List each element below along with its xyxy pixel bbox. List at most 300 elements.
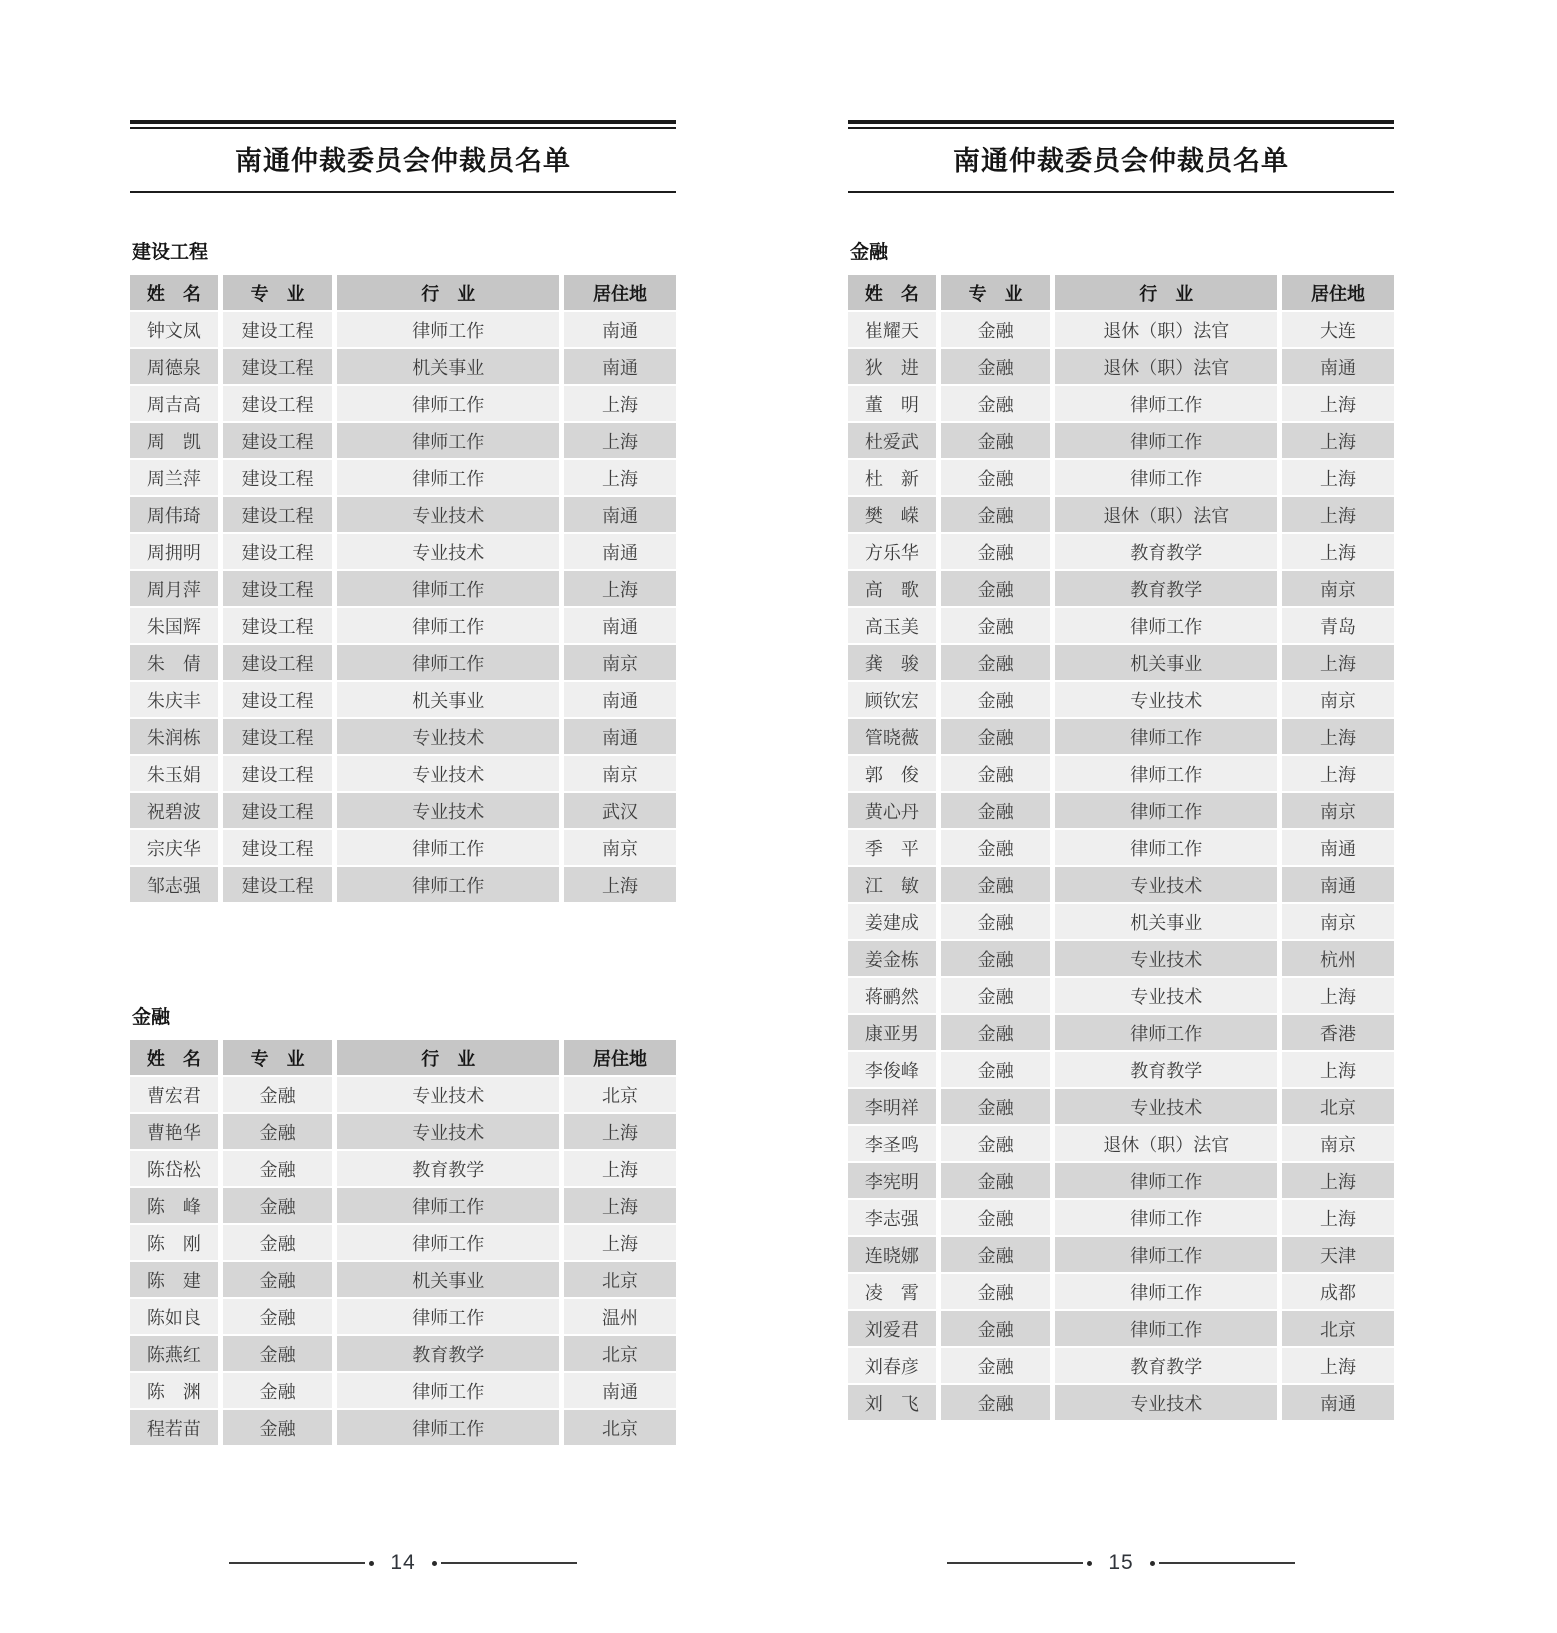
table-cell: 金融 bbox=[223, 1151, 338, 1188]
table-cell: 南通 bbox=[564, 534, 676, 571]
table-cell: 专业技术 bbox=[1055, 682, 1282, 719]
table-cell: 周 凯 bbox=[130, 423, 223, 460]
table-cell: 上海 bbox=[564, 571, 676, 608]
table-cell: 建设工程 bbox=[223, 867, 338, 904]
table-cell: 律师工作 bbox=[1055, 423, 1282, 460]
table-cell: 刘 飞 bbox=[848, 1385, 941, 1422]
table-cell: 周兰萍 bbox=[130, 460, 223, 497]
table-cell: 金融 bbox=[941, 645, 1056, 682]
table-cell: 上海 bbox=[1282, 1052, 1394, 1089]
table-cell: 上海 bbox=[564, 867, 676, 904]
table-cell: 退休（职）法官 bbox=[1055, 312, 1282, 349]
table-cell: 专业技术 bbox=[1055, 978, 1282, 1015]
table-cell: 崔耀天 bbox=[848, 312, 941, 349]
table-row bbox=[848, 1311, 1394, 1348]
table-cell: 杜 新 bbox=[848, 460, 941, 497]
table-row bbox=[130, 534, 676, 571]
table-row bbox=[130, 349, 676, 386]
table-cell: 律师工作 bbox=[1055, 1237, 1282, 1274]
table-row bbox=[848, 978, 1394, 1015]
footer-dot-right bbox=[432, 1561, 437, 1566]
table-row bbox=[848, 1015, 1394, 1052]
col-header-specialty: 专 业 bbox=[223, 1040, 338, 1077]
table-row bbox=[848, 571, 1394, 608]
table-row bbox=[848, 719, 1394, 756]
table-cell: 姜建成 bbox=[848, 904, 941, 941]
table-row bbox=[130, 756, 676, 793]
table-cell: 律师工作 bbox=[337, 571, 564, 608]
table-cell: 上海 bbox=[564, 1225, 676, 1262]
table-cell: 金融 bbox=[941, 756, 1056, 793]
table-body bbox=[130, 1077, 676, 1447]
table-cell: 专业技术 bbox=[337, 756, 564, 793]
table-cell: 上海 bbox=[1282, 534, 1394, 571]
table-cell: 上海 bbox=[1282, 497, 1394, 534]
table-cell: 朱 倩 bbox=[130, 645, 223, 682]
header-underline bbox=[130, 191, 676, 193]
table-header-row bbox=[130, 275, 676, 312]
table-cell: 南京 bbox=[1282, 904, 1394, 941]
table-row bbox=[848, 1052, 1394, 1089]
table-cell: 建设工程 bbox=[223, 349, 338, 386]
table-cell: 金融 bbox=[941, 349, 1056, 386]
table-cell: 朱玉娟 bbox=[130, 756, 223, 793]
section-heading-construction: 建设工程 bbox=[132, 242, 209, 263]
table-cell: 机关事业 bbox=[1055, 904, 1282, 941]
table-cell: 建设工程 bbox=[223, 719, 338, 756]
table-row bbox=[130, 423, 676, 460]
table-cell: 金融 bbox=[223, 1336, 338, 1373]
table-cell: 律师工作 bbox=[337, 312, 564, 349]
table-cell: 上海 bbox=[1282, 1348, 1394, 1385]
table-cell: 教育教学 bbox=[1055, 1052, 1282, 1089]
table-cell: 建设工程 bbox=[223, 830, 338, 867]
table-cell: 上海 bbox=[564, 460, 676, 497]
table-cell: 金融 bbox=[941, 497, 1056, 534]
table-row bbox=[848, 904, 1394, 941]
table-cell: 退休（职）法官 bbox=[1055, 497, 1282, 534]
table-cell: 金融 bbox=[941, 1311, 1056, 1348]
table-cell: 周吉高 bbox=[130, 386, 223, 423]
table-cell: 金融 bbox=[941, 1089, 1056, 1126]
col-header-industry: 行 业 bbox=[337, 275, 564, 312]
table-cell: 教育教学 bbox=[337, 1151, 564, 1188]
table-cell: 金融 bbox=[941, 682, 1056, 719]
table-cell: 周德泉 bbox=[130, 349, 223, 386]
table-row bbox=[130, 1336, 676, 1373]
arbitrator-table-construction bbox=[130, 275, 676, 904]
table-cell: 南通 bbox=[1282, 1385, 1394, 1422]
page-number: 15 bbox=[1108, 1551, 1134, 1574]
table-cell: 律师工作 bbox=[1055, 608, 1282, 645]
table-cell: 金融 bbox=[941, 1015, 1056, 1052]
table-cell: 专业技术 bbox=[337, 534, 564, 571]
table-cell: 凌 霄 bbox=[848, 1274, 941, 1311]
table-row bbox=[130, 1299, 676, 1336]
section-finance-right bbox=[848, 242, 1394, 1422]
table-cell: 律师工作 bbox=[337, 1373, 564, 1410]
table-cell: 程若苗 bbox=[130, 1410, 223, 1447]
table-cell: 律师工作 bbox=[1055, 830, 1282, 867]
table-row bbox=[130, 1410, 676, 1447]
table-cell: 退休（职）法官 bbox=[1055, 349, 1282, 386]
table-cell: 上海 bbox=[564, 1151, 676, 1188]
table-cell: 金融 bbox=[941, 571, 1056, 608]
table-cell: 金融 bbox=[941, 1237, 1056, 1274]
table-cell: 北京 bbox=[564, 1077, 676, 1114]
table-row bbox=[130, 1188, 676, 1225]
table-row bbox=[130, 682, 676, 719]
col-header-industry: 行 业 bbox=[1055, 275, 1282, 312]
table-cell: 南通 bbox=[1282, 867, 1394, 904]
table-cell: 律师工作 bbox=[1055, 719, 1282, 756]
table-cell: 律师工作 bbox=[337, 423, 564, 460]
table-cell: 律师工作 bbox=[337, 460, 564, 497]
table-row bbox=[130, 1225, 676, 1262]
table-cell: 南通 bbox=[564, 312, 676, 349]
table-cell: 南京 bbox=[564, 756, 676, 793]
table-cell: 北京 bbox=[564, 1336, 676, 1373]
table-cell: 律师工作 bbox=[337, 1225, 564, 1262]
table-cell: 杭州 bbox=[1282, 941, 1394, 978]
table-cell: 上海 bbox=[1282, 645, 1394, 682]
table-cell: 北京 bbox=[1282, 1089, 1394, 1126]
table-cell: 机关事业 bbox=[1055, 645, 1282, 682]
table-row bbox=[130, 571, 676, 608]
table-cell: 教育教学 bbox=[1055, 571, 1282, 608]
table-cell: 律师工作 bbox=[1055, 1200, 1282, 1237]
table-cell: 律师工作 bbox=[337, 1188, 564, 1225]
table-cell: 金融 bbox=[941, 312, 1056, 349]
table-cell: 律师工作 bbox=[337, 608, 564, 645]
table-cell: 宗庆华 bbox=[130, 830, 223, 867]
table-cell: 南京 bbox=[1282, 793, 1394, 830]
table-row bbox=[130, 460, 676, 497]
table-cell: 专业技术 bbox=[1055, 867, 1282, 904]
table-cell: 机关事业 bbox=[337, 682, 564, 719]
table-cell: 上海 bbox=[1282, 719, 1394, 756]
table-cell: 金融 bbox=[941, 1274, 1056, 1311]
table-cell: 祝碧波 bbox=[130, 793, 223, 830]
table-cell: 李志强 bbox=[848, 1200, 941, 1237]
table-cell: 教育教学 bbox=[1055, 1348, 1282, 1385]
table-cell: 退休（职）法官 bbox=[1055, 1126, 1282, 1163]
table-cell: 建设工程 bbox=[223, 682, 338, 719]
table-row bbox=[848, 867, 1394, 904]
table-cell: 南通 bbox=[564, 608, 676, 645]
table-cell: 南通 bbox=[1282, 830, 1394, 867]
col-header-specialty: 专 业 bbox=[223, 275, 338, 312]
table-cell: 金融 bbox=[941, 1163, 1056, 1200]
table-cell: 天津 bbox=[1282, 1237, 1394, 1274]
arbitrator-table-finance-left bbox=[130, 1040, 676, 1447]
table-row bbox=[130, 719, 676, 756]
table-cell: 高玉美 bbox=[848, 608, 941, 645]
table-cell: 律师工作 bbox=[337, 1299, 564, 1336]
header-underline bbox=[848, 191, 1394, 193]
table-cell: 朱国辉 bbox=[130, 608, 223, 645]
table-row bbox=[130, 793, 676, 830]
table-cell: 上海 bbox=[564, 423, 676, 460]
table-cell: 李俊峰 bbox=[848, 1052, 941, 1089]
table-cell: 教育教学 bbox=[1055, 534, 1282, 571]
table-row bbox=[848, 386, 1394, 423]
table-row bbox=[848, 1126, 1394, 1163]
table-cell: 董 明 bbox=[848, 386, 941, 423]
table-cell: 上海 bbox=[1282, 1163, 1394, 1200]
table-cell: 上海 bbox=[1282, 386, 1394, 423]
header-double-rule bbox=[848, 120, 1394, 129]
table-cell: 上海 bbox=[564, 1188, 676, 1225]
table-cell: 金融 bbox=[941, 978, 1056, 1015]
table-cell: 南通 bbox=[564, 682, 676, 719]
table-cell: 南通 bbox=[564, 1373, 676, 1410]
table-cell: 金融 bbox=[941, 1385, 1056, 1422]
table-cell: 陈 渊 bbox=[130, 1373, 223, 1410]
table-cell: 专业技术 bbox=[337, 1114, 564, 1151]
table-cell: 陈 建 bbox=[130, 1262, 223, 1299]
table-cell: 建设工程 bbox=[223, 497, 338, 534]
table-cell: 南京 bbox=[564, 830, 676, 867]
table-cell: 朱庆丰 bbox=[130, 682, 223, 719]
table-cell: 建设工程 bbox=[223, 608, 338, 645]
table-cell: 金融 bbox=[941, 793, 1056, 830]
table-cell: 律师工作 bbox=[1055, 1163, 1282, 1200]
table-row bbox=[130, 830, 676, 867]
table-cell: 金融 bbox=[941, 830, 1056, 867]
table-cell: 方乐华 bbox=[848, 534, 941, 571]
table-row bbox=[848, 1274, 1394, 1311]
table-cell: 教育教学 bbox=[337, 1336, 564, 1373]
table-cell: 金融 bbox=[223, 1077, 338, 1114]
table-cell: 李圣鸣 bbox=[848, 1126, 941, 1163]
header-double-rule bbox=[130, 120, 676, 129]
table-cell: 上海 bbox=[1282, 460, 1394, 497]
table-cell: 南通 bbox=[564, 497, 676, 534]
table-cell: 金融 bbox=[941, 423, 1056, 460]
table-cell: 武汉 bbox=[564, 793, 676, 830]
table-cell: 金融 bbox=[223, 1373, 338, 1410]
table-row bbox=[130, 1262, 676, 1299]
table-cell: 金融 bbox=[223, 1262, 338, 1299]
table-row bbox=[848, 460, 1394, 497]
table-cell: 上海 bbox=[1282, 978, 1394, 1015]
table-cell: 刘爱君 bbox=[848, 1311, 941, 1348]
table-row bbox=[130, 867, 676, 904]
table-row bbox=[130, 312, 676, 349]
table-cell: 曹艳华 bbox=[130, 1114, 223, 1151]
table-cell: 陈 刚 bbox=[130, 1225, 223, 1262]
table-cell: 律师工作 bbox=[1055, 1015, 1282, 1052]
table-cell: 金融 bbox=[223, 1225, 338, 1262]
table-row bbox=[848, 1385, 1394, 1422]
table-row bbox=[848, 1348, 1394, 1385]
table-cell: 成都 bbox=[1282, 1274, 1394, 1311]
table-cell: 上海 bbox=[564, 1114, 676, 1151]
table-cell: 律师工作 bbox=[1055, 756, 1282, 793]
arbitrator-table-finance-right bbox=[848, 275, 1394, 1422]
table-cell: 南京 bbox=[1282, 682, 1394, 719]
table-cell: 江 敏 bbox=[848, 867, 941, 904]
table-cell: 机关事业 bbox=[337, 1262, 564, 1299]
table-cell: 南通 bbox=[1282, 349, 1394, 386]
table-row bbox=[848, 312, 1394, 349]
table-cell: 龚 骏 bbox=[848, 645, 941, 682]
table-cell: 连晓娜 bbox=[848, 1237, 941, 1274]
table-cell: 律师工作 bbox=[1055, 1311, 1282, 1348]
table-row bbox=[848, 608, 1394, 645]
table-cell: 律师工作 bbox=[337, 386, 564, 423]
page-footer-15 bbox=[848, 1548, 1394, 1578]
table-cell: 北京 bbox=[1282, 1311, 1394, 1348]
col-header-name: 姓 名 bbox=[130, 275, 223, 312]
table-cell: 邹志强 bbox=[130, 867, 223, 904]
table-cell: 金融 bbox=[941, 1348, 1056, 1385]
col-header-residence: 居住地 bbox=[564, 275, 676, 312]
table-cell: 管晓薇 bbox=[848, 719, 941, 756]
table-cell: 建设工程 bbox=[223, 571, 338, 608]
table-cell: 律师工作 bbox=[1055, 386, 1282, 423]
table-row bbox=[848, 1237, 1394, 1274]
table-row bbox=[848, 1200, 1394, 1237]
table-cell: 朱润栋 bbox=[130, 719, 223, 756]
table-cell: 律师工作 bbox=[337, 830, 564, 867]
table-cell: 金融 bbox=[941, 1052, 1056, 1089]
table-cell: 周月萍 bbox=[130, 571, 223, 608]
table-cell: 金融 bbox=[941, 867, 1056, 904]
table-row bbox=[130, 1373, 676, 1410]
table-cell: 樊 嵘 bbox=[848, 497, 941, 534]
table-cell: 康亚男 bbox=[848, 1015, 941, 1052]
table-cell: 上海 bbox=[1282, 756, 1394, 793]
col-header-residence: 居住地 bbox=[1282, 275, 1394, 312]
table-body bbox=[130, 312, 676, 904]
table-cell: 专业技术 bbox=[1055, 941, 1282, 978]
table-row bbox=[848, 1089, 1394, 1126]
col-header-residence: 居住地 bbox=[564, 1040, 676, 1077]
table-cell: 北京 bbox=[564, 1410, 676, 1447]
page-14 bbox=[130, 120, 676, 1447]
table-cell: 金融 bbox=[941, 1200, 1056, 1237]
table-cell: 周伟琦 bbox=[130, 497, 223, 534]
table-cell: 专业技术 bbox=[337, 793, 564, 830]
table-cell: 建设工程 bbox=[223, 312, 338, 349]
table-cell: 南通 bbox=[564, 719, 676, 756]
table-cell: 律师工作 bbox=[337, 867, 564, 904]
table-cell: 刘春彦 bbox=[848, 1348, 941, 1385]
table-cell: 律师工作 bbox=[337, 645, 564, 682]
table-cell: 机关事业 bbox=[337, 349, 564, 386]
section-heading-finance: 金融 bbox=[132, 1007, 171, 1028]
table-row bbox=[848, 1163, 1394, 1200]
table-cell: 金融 bbox=[223, 1114, 338, 1151]
table-cell: 钟文凤 bbox=[130, 312, 223, 349]
table-cell: 金融 bbox=[941, 608, 1056, 645]
table-row bbox=[848, 941, 1394, 978]
table-body bbox=[848, 312, 1394, 1422]
table-row bbox=[848, 534, 1394, 571]
table-cell: 金融 bbox=[941, 534, 1056, 571]
table-header-row bbox=[130, 1040, 676, 1077]
table-cell: 南京 bbox=[1282, 571, 1394, 608]
table-cell: 香港 bbox=[1282, 1015, 1394, 1052]
table-cell: 上海 bbox=[1282, 1200, 1394, 1237]
table-cell: 陈 峰 bbox=[130, 1188, 223, 1225]
table-cell: 李明祥 bbox=[848, 1089, 941, 1126]
table-cell: 杜爱武 bbox=[848, 423, 941, 460]
footer-dot-right bbox=[1150, 1561, 1155, 1566]
table-cell: 陈如良 bbox=[130, 1299, 223, 1336]
col-header-name: 姓 名 bbox=[130, 1040, 223, 1077]
table-cell: 曹宏君 bbox=[130, 1077, 223, 1114]
table-cell: 建设工程 bbox=[223, 793, 338, 830]
table-cell: 北京 bbox=[564, 1262, 676, 1299]
page-title: 南通仲裁委员会仲裁员名单 bbox=[235, 146, 571, 176]
table-cell: 金融 bbox=[941, 719, 1056, 756]
table-cell: 专业技术 bbox=[337, 497, 564, 534]
table-cell: 温州 bbox=[564, 1299, 676, 1336]
table-cell: 大连 bbox=[1282, 312, 1394, 349]
table-cell: 金融 bbox=[223, 1299, 338, 1336]
table-cell: 高 歌 bbox=[848, 571, 941, 608]
table-cell: 建设工程 bbox=[223, 756, 338, 793]
table-row bbox=[130, 645, 676, 682]
page-footer-14 bbox=[130, 1548, 676, 1578]
table-cell: 律师工作 bbox=[1055, 1274, 1282, 1311]
table-cell: 周拥明 bbox=[130, 534, 223, 571]
table-row bbox=[848, 349, 1394, 386]
table-row bbox=[130, 1151, 676, 1188]
table-cell: 金融 bbox=[941, 386, 1056, 423]
table-cell: 青岛 bbox=[1282, 608, 1394, 645]
table-row bbox=[848, 756, 1394, 793]
table-cell: 南京 bbox=[1282, 1126, 1394, 1163]
page-title: 南通仲裁委员会仲裁员名单 bbox=[953, 146, 1289, 176]
table-cell: 陈岱松 bbox=[130, 1151, 223, 1188]
table-cell: 季 平 bbox=[848, 830, 941, 867]
table-cell: 金融 bbox=[223, 1410, 338, 1447]
col-header-name: 姓 名 bbox=[848, 275, 941, 312]
table-row bbox=[848, 793, 1394, 830]
col-header-specialty: 专 业 bbox=[941, 275, 1056, 312]
table-row bbox=[848, 497, 1394, 534]
table-cell: 金融 bbox=[941, 1126, 1056, 1163]
table-cell: 建设工程 bbox=[223, 460, 338, 497]
table-row bbox=[848, 423, 1394, 460]
table-cell: 专业技术 bbox=[1055, 1385, 1282, 1422]
table-cell: 建设工程 bbox=[223, 423, 338, 460]
table-cell: 专业技术 bbox=[1055, 1089, 1282, 1126]
table-row bbox=[130, 1077, 676, 1114]
table-row bbox=[848, 645, 1394, 682]
table-cell: 上海 bbox=[564, 386, 676, 423]
footer-line-left bbox=[947, 1562, 1083, 1564]
table-cell: 专业技术 bbox=[337, 1077, 564, 1114]
table-cell: 律师工作 bbox=[1055, 793, 1282, 830]
table-row bbox=[130, 386, 676, 423]
table-cell: 建设工程 bbox=[223, 386, 338, 423]
table-cell: 狄 进 bbox=[848, 349, 941, 386]
table-row bbox=[130, 497, 676, 534]
table-cell: 金融 bbox=[941, 904, 1056, 941]
table-cell: 律师工作 bbox=[1055, 460, 1282, 497]
page-15 bbox=[848, 120, 1394, 1422]
table-cell: 顾钦宏 bbox=[848, 682, 941, 719]
table-cell: 上海 bbox=[1282, 423, 1394, 460]
table-cell: 南通 bbox=[564, 349, 676, 386]
table-cell: 金融 bbox=[223, 1188, 338, 1225]
table-row bbox=[130, 1114, 676, 1151]
